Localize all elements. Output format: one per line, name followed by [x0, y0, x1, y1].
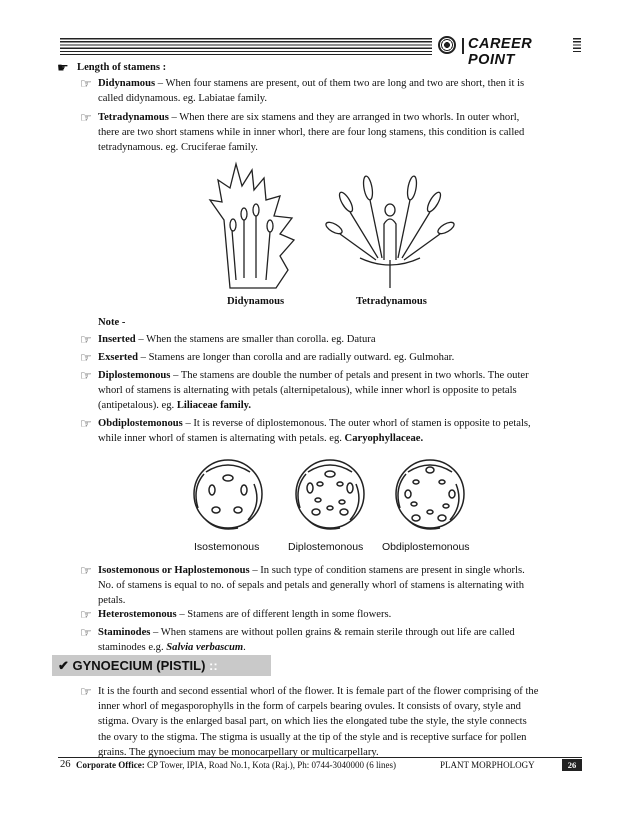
career-point-logo-icon — [438, 36, 456, 54]
pointing-hand-outline-icon: ☞ — [80, 332, 92, 347]
figure-label-didynamous: Didynamous — [227, 296, 285, 307]
item-heterostemonous: Heterostemonous – Stamens are of different length in some flowers. — [98, 609, 392, 620]
office-address: CP Tower, IPIA, Road No.1, Kota (Raj.), Ph: 0744-3040000 (6 lines) — [146, 760, 396, 770]
term: Tetradynamous — [98, 112, 169, 123]
page-number-badge: 26 — [562, 759, 582, 771]
office-label: Corporate Office: — [76, 760, 145, 770]
header-hatch-lines-right — [573, 38, 581, 54]
figure-label-obdiplostemonous: Obdiplostemonous — [382, 541, 470, 553]
note-label: Note - — [98, 317, 126, 328]
page-number-left: 26 — [60, 759, 71, 770]
pointing-hand-outline-icon: ☞ — [80, 368, 92, 383]
pointing-hand-outline-icon: ☞ — [80, 684, 92, 699]
gynoecium-description: It is the fourth and second essential whorl of the flower. It is female part of the flower comprising of the inner whorl of megasporophylls in the form of carpels bearing ovules. It consists of ovary, style and stigma. Ovary is the enlarged basal part, on which lies the elongated tube the style, the style connects the ovary to the stigma. The stigma is usually at the tip of the style and is receptive surface for pollen grains. The gynoecium may be monocarpellary or multicarpellary. — [98, 686, 539, 758]
tetradynamous-drawing — [324, 175, 456, 288]
item-obdiplostemonous: Obdiplostemonous – It is reverse of diplostemonous. The outer whorl of stamen is opposite to petals, while inner whorl of stamen is alternating with petals. eg. Caryophyllaceae. — [98, 418, 531, 445]
stamen-arrangement-figure — [184, 448, 476, 540]
item-didynamous: Didynamous – When four stamens are present, out of them two are long and two are short, then it is called didynamous. eg. Labiatae family. — [98, 78, 525, 105]
brand-name: CAREER POINT — [468, 36, 533, 68]
heading-dots: :: — [209, 658, 218, 673]
pointing-hand-outline-icon: ☞ — [80, 350, 92, 365]
item-staminodes: Staminodes – When stamens are without pollen grains & remain sterile through out life are called staminodes e.g. Salvia verbascum. — [98, 627, 515, 654]
isostemonous-diagram — [194, 460, 262, 529]
header-hatch-lines — [60, 38, 432, 55]
pointing-hand-outline-icon: ☞ — [80, 416, 92, 431]
pointing-hand-outline-icon: ☞ — [80, 76, 92, 91]
didynamous-drawing — [210, 164, 294, 288]
obdiplostemonous-diagram — [396, 460, 464, 529]
subject-name: PLANT MORPHOLOGY — [440, 760, 535, 770]
figure-label-diplostemonous: Diplostemonous — [288, 541, 364, 553]
item-inserted: Inserted – When the stamens are smaller than corolla. eg. Datura — [98, 334, 376, 345]
pointing-hand-outline-icon: ☞ — [80, 563, 92, 578]
diplostemonous-diagram — [296, 460, 364, 529]
term: Didynamous — [98, 78, 156, 89]
page-footer — [58, 757, 582, 772]
item-tetradynamous: Tetradynamous – When there are six stamens and they are arranged in two whorls. In outer whorl, there are two short stamens while in inner whorl, there are four long stamens, this condition is called tetradynamous. eg. Cruciferae family. — [98, 112, 525, 154]
item-isostemonous: Isostemonous or Haplostemonous – In such type of condition stamens are present in single whorls. No. of stamens is equal to no. of sepals and petals and generally whorl of stamens is alternating with petals. — [98, 565, 525, 607]
stamen-length-figure — [200, 160, 460, 292]
logo-separator — [462, 38, 464, 54]
pointing-hand-outline-icon: ☞ — [80, 625, 92, 640]
section-title: Length of stamens : — [77, 62, 167, 73]
gynoecium-title: ✔ GYNOECIUM (PISTIL) — [58, 658, 206, 673]
figure-label-isostemonous: Isostemonous — [194, 541, 260, 553]
pointing-hand-outline-icon: ☞ — [80, 607, 92, 622]
pointing-hand-icon: ☛ — [57, 60, 69, 75]
gynoecium-heading — [52, 655, 271, 676]
pointing-hand-outline-icon: ☞ — [80, 110, 92, 125]
figure-label-tetradynamous: Tetradynamous — [356, 296, 427, 307]
item-exserted: Exserted – Stamens are longer than corolla and are radially outward. eg. Gulmohar. — [98, 352, 455, 363]
item-diplostemonous: Diplostemonous – The stamens are double the number of petals and present in two whorls. The outer whorl of stamens is alternating with petals (alternipetalous), while inner whorl is opposite to petals (antipetalous). eg. Liliaceae family. — [98, 370, 529, 412]
